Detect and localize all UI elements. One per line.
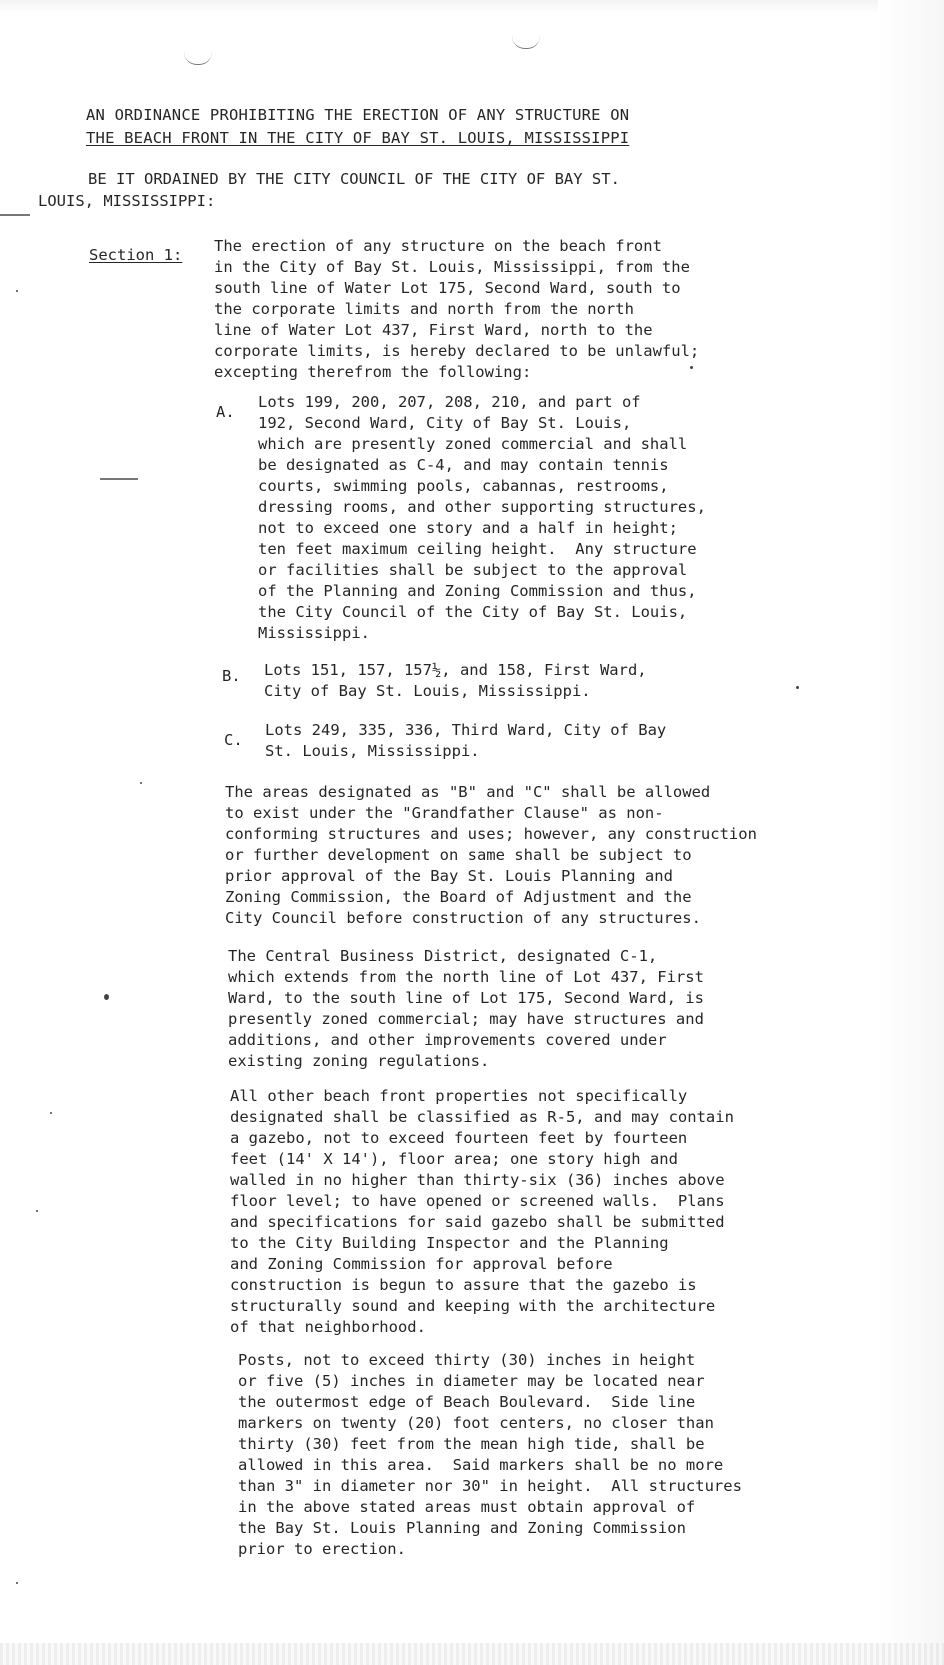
scan-speck — [36, 1210, 38, 1212]
text-line: line of Water Lot 437, First Ward, north to the — [214, 321, 653, 339]
scan-edge-bottom — [0, 1643, 944, 1665]
text-line: allowed in this area. Said markers shall be no more — [238, 1456, 724, 1474]
text-line: The areas designated as "B" and "C" shall be allowed — [225, 783, 711, 801]
text-line: prior to erection. — [238, 1540, 406, 1558]
section-1-text — [214, 236, 699, 383]
intro-line: BE IT ORDAINED BY THE CITY COUNCIL OF THE CITY OF BAY ST. — [88, 170, 620, 188]
text-line: Lots 151, 157, 157½, and 158, First Ward, — [264, 661, 647, 679]
scan-speck — [140, 782, 142, 784]
text-line: ten feet maximum ceiling height. Any structure — [258, 540, 697, 558]
text-line: south line of Water Lot 175, Second Ward, south to — [214, 279, 681, 297]
text-line: existing zoning regulations. — [228, 1052, 490, 1070]
text-line: Mississippi. — [258, 624, 370, 642]
text-line: and Zoning Commission for approval before — [230, 1255, 613, 1273]
text-line: dressing rooms, and other supporting structures, — [258, 498, 706, 516]
text-line: than 3" in diameter nor 30" in height. All structures — [238, 1477, 742, 1495]
other-properties-paragraph — [230, 1086, 734, 1338]
text-line: St. Louis, Mississippi. — [265, 742, 480, 760]
text-line: the Bay St. Louis Planning and Zoning Commission — [238, 1519, 686, 1537]
grandfather-clause-paragraph — [225, 782, 757, 929]
text-line: or five (5) inches in diameter may be located near — [238, 1372, 705, 1390]
staple-mark — [512, 36, 540, 49]
text-line: to the City Building Inspector and the Planning — [230, 1234, 669, 1252]
text-line: Lots 199, 200, 207, 208, 210, and part of — [258, 393, 641, 411]
scan-edge-right — [878, 0, 944, 1665]
text-line: designated shall be classified as R-5, and may contain — [230, 1108, 734, 1126]
item-c-text — [265, 720, 666, 762]
text-line: thirty (30) feet from the mean high tide, shall be — [238, 1435, 705, 1453]
text-line: structurally sound and keeping with the architecture — [230, 1297, 716, 1315]
text-line: conforming structures and uses; however, any construction — [225, 825, 757, 843]
text-line: be designated as C-4, and may contain tennis — [258, 456, 669, 474]
text-line: corporate limits, is hereby declared to be unlawful; — [214, 342, 700, 360]
item-a-text — [258, 392, 706, 644]
text-line: additions, and other improvements covered under — [228, 1031, 667, 1049]
enacting-clause — [38, 168, 620, 212]
text-line: of that neighborhood. — [230, 1318, 426, 1336]
intro-line: LOUIS, MISSISSIPPI: — [38, 192, 216, 210]
scan-speck — [796, 686, 799, 689]
text-line: floor level; to have opened or screened walls. Plans — [230, 1192, 725, 1210]
text-line: which extends from the north line of Lot 437, First — [228, 968, 704, 986]
text-line: the outermost edge of Beach Boulevard. Side line — [238, 1393, 696, 1411]
text-line: excepting therefrom the following: — [214, 363, 532, 381]
title-line: AN ORDINANCE PROHIBITING THE ERECTION OF ANY STRUCTURE ON — [86, 106, 630, 124]
item-b-letter: B. — [222, 667, 241, 685]
text-line: All other beach front properties not specifically — [230, 1087, 688, 1105]
text-line: which are presently zoned commercial and shall — [258, 435, 688, 453]
central-business-district-paragraph — [228, 946, 704, 1072]
text-line: the City Council of the City of Bay St. Louis, — [258, 603, 688, 621]
margin-mark — [0, 214, 30, 216]
text-line: walled in no higher than thirty-six (36) inches above — [230, 1171, 725, 1189]
text-line: in the City of Bay St. Louis, Mississippi, from the — [214, 258, 690, 276]
text-line: to exist under the "Grandfather Clause" as non- — [225, 804, 664, 822]
text-line: presently zoned commercial; may have structures and — [228, 1010, 704, 1028]
text-line: The Central Business District, designated C-1, — [228, 947, 658, 965]
text-line: or facilities shall be subject to the approval — [258, 561, 688, 579]
scan-speck — [16, 290, 18, 292]
text-line: in the above stated areas must obtain approval of — [238, 1498, 696, 1516]
scan-speck — [104, 994, 109, 1000]
text-line: of the Planning and Zoning Commission and thus, — [258, 582, 697, 600]
posts-paragraph — [238, 1350, 742, 1560]
item-b-text — [264, 660, 647, 702]
text-line: Lots 249, 335, 336, Third Ward, City of Bay — [265, 721, 667, 739]
scan-speck — [50, 1112, 52, 1114]
text-line: the corporate limits and north from the north — [214, 300, 634, 318]
text-line: City Council before construction of any structures. — [225, 909, 701, 927]
item-a-letter: A. — [216, 403, 235, 421]
text-line: Zoning Commission, the Board of Adjustment and the — [225, 888, 692, 906]
text-line: feet (14' X 14'), floor area; one story high and — [230, 1150, 678, 1168]
text-line: courts, swimming pools, cabannas, restrooms, — [258, 477, 669, 495]
margin-mark — [100, 478, 138, 480]
text-line: construction is begun to assure that the gazebo is — [230, 1276, 697, 1294]
text-line: a gazebo, not to exceed fourteen feet by fourteen — [230, 1129, 688, 1147]
item-c-letter: C. — [224, 731, 243, 749]
text-line: markers on twenty (20) foot centers, no closer than — [238, 1414, 714, 1432]
scan-speck — [690, 366, 693, 369]
text-line: City of Bay St. Louis, Mississippi. — [264, 682, 591, 700]
staple-mark — [184, 52, 212, 65]
text-line: and specifications for said gazebo shall be submitted — [230, 1213, 725, 1231]
text-line: 192, Second Ward, City of Bay St. Louis, — [258, 414, 632, 432]
text-line: prior approval of the Bay St. Louis Planning and — [225, 867, 673, 885]
text-line: The erection of any structure on the beach front — [214, 237, 662, 255]
text-line: Posts, not to exceed thirty (30) inches in height — [238, 1351, 696, 1369]
text-line: or further development on same shall be subject to — [225, 846, 692, 864]
text-line: Ward, to the south line of Lot 175, Second Ward, is — [228, 989, 704, 1007]
section-label: Section 1: — [89, 246, 183, 264]
text-line: not to exceed one story and a half in height; — [258, 519, 678, 537]
ordinance-title — [86, 104, 629, 150]
title-line: THE BEACH FRONT IN THE CITY OF BAY ST. LOUIS, MISSISSIPPI — [86, 129, 630, 147]
scan-edge-top — [0, 0, 944, 14]
scan-speck — [16, 1582, 18, 1584]
